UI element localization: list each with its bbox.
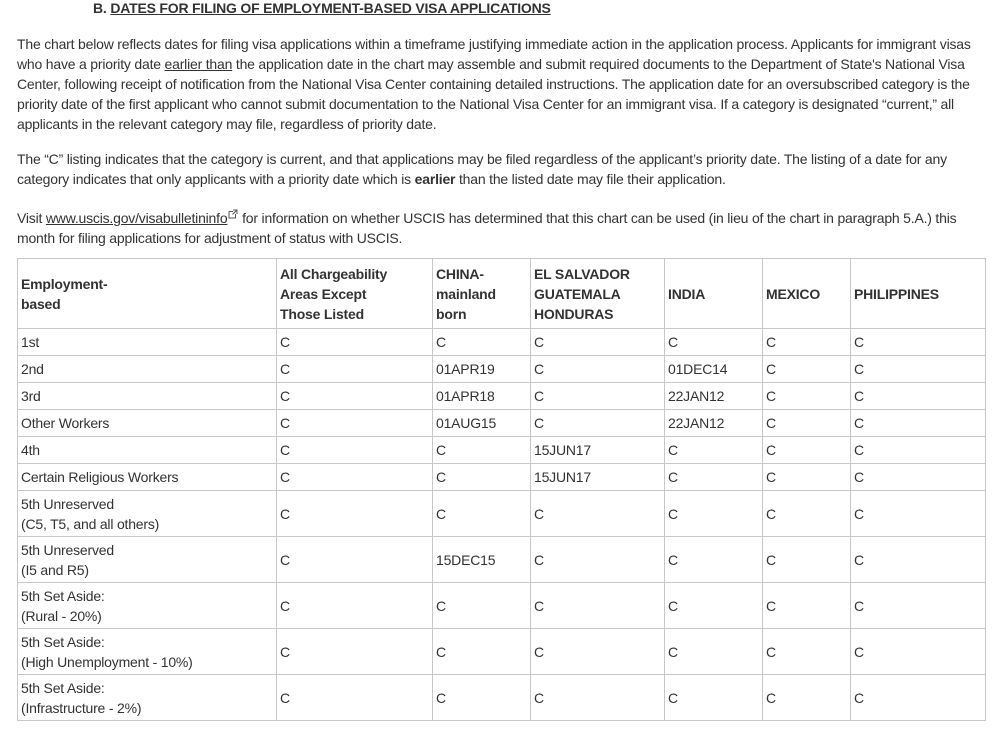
table-cell: C bbox=[277, 464, 433, 491]
row-label bbox=[18, 437, 277, 464]
uscis-paragraph bbox=[17, 204, 979, 248]
row-label bbox=[18, 629, 277, 675]
column-header-line: HONDURAS bbox=[534, 305, 614, 322]
row-label-line: 2nd bbox=[21, 361, 44, 377]
table-cell: 01AUG15 bbox=[433, 410, 531, 437]
column-header bbox=[531, 259, 665, 329]
table-cell: C bbox=[665, 583, 763, 629]
table-row bbox=[18, 329, 986, 356]
table-cell: C bbox=[763, 410, 851, 437]
row-label-line: 5th Unreserved bbox=[21, 541, 114, 558]
column-header-line: mainland bbox=[436, 285, 496, 302]
column-header-line: Areas Except bbox=[280, 285, 367, 302]
table-cell: C bbox=[531, 583, 665, 629]
table-cell: C bbox=[277, 491, 433, 537]
table-cell: C bbox=[763, 464, 851, 491]
table-cell: C bbox=[763, 329, 851, 356]
table-cell: C bbox=[763, 383, 851, 410]
table-row bbox=[18, 675, 986, 721]
column-header-line: CHINA- bbox=[436, 265, 484, 282]
table-cell: C bbox=[433, 329, 531, 356]
table-cell: C bbox=[531, 410, 665, 437]
section-heading bbox=[93, 0, 551, 16]
table-cell: C bbox=[665, 675, 763, 721]
row-label-line: (High Unemployment - 10%) bbox=[21, 653, 193, 670]
table-cell: C bbox=[433, 491, 531, 537]
table-cell: C bbox=[277, 675, 433, 721]
row-label-line: (Rural - 20%) bbox=[21, 607, 102, 624]
intro-paragraph bbox=[17, 34, 979, 134]
table-cell: C bbox=[433, 464, 531, 491]
table-cell: C bbox=[665, 629, 763, 675]
table-cell: C bbox=[433, 629, 531, 675]
column-header bbox=[665, 259, 763, 329]
row-label-line: 1st bbox=[21, 334, 40, 350]
row-label-line: 5th Set Aside: bbox=[21, 679, 105, 696]
table-cell: 22JAN12 bbox=[665, 410, 763, 437]
column-header-line: based bbox=[21, 295, 61, 312]
table-cell: C bbox=[433, 583, 531, 629]
table-cell: C bbox=[531, 537, 665, 583]
column-header-line: born bbox=[436, 305, 467, 322]
table-header bbox=[18, 259, 986, 329]
row-label bbox=[18, 464, 277, 491]
column-header-line: MEXICO bbox=[766, 285, 821, 302]
table-cell: C bbox=[665, 491, 763, 537]
table-cell: C bbox=[851, 410, 986, 437]
table-cell: C bbox=[763, 537, 851, 583]
current-text-end: than the listed date may file their application. bbox=[455, 171, 726, 187]
table-cell: C bbox=[763, 629, 851, 675]
table-cell: C bbox=[531, 329, 665, 356]
row-label bbox=[18, 537, 277, 583]
table-cell: C bbox=[851, 356, 986, 383]
table-cell: C bbox=[531, 629, 665, 675]
table-row bbox=[18, 410, 986, 437]
row-label bbox=[18, 583, 277, 629]
column-header-line: Employment- bbox=[21, 275, 108, 292]
table-cell: C bbox=[277, 437, 433, 464]
table-cell: 01APR19 bbox=[433, 356, 531, 383]
table-body bbox=[18, 329, 986, 721]
row-label bbox=[18, 491, 277, 537]
row-label-line: 3rd bbox=[21, 388, 41, 404]
table-cell: C bbox=[851, 629, 986, 675]
table-row bbox=[18, 491, 986, 537]
column-header bbox=[763, 259, 851, 329]
uscis-link[interactable]: www.uscis.gov/visabulletininfo bbox=[45, 210, 228, 226]
table-cell: C bbox=[851, 583, 986, 629]
table-row bbox=[18, 383, 986, 410]
external-link-icon bbox=[228, 204, 238, 214]
table-cell: C bbox=[277, 356, 433, 383]
table-cell: C bbox=[763, 583, 851, 629]
column-header-line: INDIA bbox=[668, 285, 706, 302]
column-header-line: PHILIPPINES bbox=[854, 285, 939, 302]
row-label-line: Other Workers bbox=[21, 415, 110, 431]
table-cell: C bbox=[665, 537, 763, 583]
table-cell: 01DEC14 bbox=[665, 356, 763, 383]
table-cell: C bbox=[763, 437, 851, 464]
column-header bbox=[433, 259, 531, 329]
current-listing-paragraph bbox=[17, 149, 979, 189]
column-header-line: All Chargeability bbox=[280, 265, 388, 282]
table-cell: C bbox=[851, 675, 986, 721]
visa-dates-table bbox=[17, 258, 986, 721]
table-cell: C bbox=[851, 329, 986, 356]
table-row bbox=[18, 356, 986, 383]
table-cell: C bbox=[277, 410, 433, 437]
row-label bbox=[18, 675, 277, 721]
table-cell: C bbox=[665, 329, 763, 356]
table-cell: 15DEC15 bbox=[433, 537, 531, 583]
table-row bbox=[18, 537, 986, 583]
row-label-line: (C5, T5, and all others) bbox=[21, 515, 160, 532]
row-label bbox=[18, 383, 277, 410]
table-cell: 15JUN17 bbox=[531, 437, 665, 464]
table-cell: C bbox=[851, 464, 986, 491]
row-label-line: 5th Set Aside: bbox=[21, 633, 105, 650]
row-label-line: (Infrastructure - 2%) bbox=[21, 699, 142, 716]
table-row bbox=[18, 464, 986, 491]
column-header-line: GUATEMALA bbox=[534, 285, 621, 302]
table-cell: C bbox=[531, 675, 665, 721]
row-label-line: 4th bbox=[21, 442, 40, 458]
section-title: DATES FOR FILING OF EMPLOYMENT-BASED VISA APPLICATIONS bbox=[110, 0, 551, 16]
table-cell: C bbox=[763, 675, 851, 721]
column-header-line: Those Listed bbox=[280, 305, 364, 322]
table-cell: C bbox=[277, 383, 433, 410]
current-text-start: The “C” listing indicates that the category is current, and that applications may be filed regardless of the applicant’s priority date. The listing of a date for any category indicates that only applicants with a priority date which is bbox=[17, 151, 947, 187]
intro-emphasis: earlier than bbox=[164, 56, 233, 72]
uscis-text-start: Visit bbox=[17, 210, 46, 226]
table-cell: C bbox=[665, 437, 763, 464]
table-cell: C bbox=[531, 491, 665, 537]
table-cell: C bbox=[763, 491, 851, 537]
table-row bbox=[18, 437, 986, 464]
uscis-text-end: for information on whether USCIS has determined that this chart can be used (in lieu of the chart in paragraph 5.A.) this month for filing applications for adjustment of status with USCIS. bbox=[17, 210, 957, 246]
current-emphasis: earlier bbox=[414, 171, 456, 187]
table-cell: 22JAN12 bbox=[665, 383, 763, 410]
column-header bbox=[18, 259, 277, 329]
header-row bbox=[18, 259, 986, 329]
row-label-line: (I5 and R5) bbox=[21, 561, 89, 578]
table-cell: C bbox=[851, 537, 986, 583]
table-row bbox=[18, 629, 986, 675]
column-header-line: EL SALVADOR bbox=[534, 265, 630, 282]
table-cell: C bbox=[531, 383, 665, 410]
section-letter: B. bbox=[93, 0, 107, 16]
table-cell: 15JUN17 bbox=[531, 464, 665, 491]
table-cell: C bbox=[665, 464, 763, 491]
table-cell: C bbox=[277, 583, 433, 629]
table-cell: C bbox=[433, 437, 531, 464]
table-cell: C bbox=[531, 356, 665, 383]
table-cell: C bbox=[763, 356, 851, 383]
table-row bbox=[18, 583, 986, 629]
table-cell: C bbox=[851, 383, 986, 410]
row-label bbox=[18, 410, 277, 437]
row-label bbox=[18, 329, 277, 356]
table-cell: C bbox=[277, 537, 433, 583]
table-cell: C bbox=[851, 437, 986, 464]
row-label bbox=[18, 356, 277, 383]
table-cell: 01APR18 bbox=[433, 383, 531, 410]
intro-text-end: the application date in the chart may assemble and submit required documents to the Department of State's National Visa Center, following receipt of notification from the National Visa Center containing detailed instructions. The application date for an oversubscribed category is the priority date of the first applicant who cannot submit documentation to the National Visa Center for an immigrant visa. If a category is designated “current,” all applicants in the relevant category may file, regardless of priority date. bbox=[17, 56, 970, 132]
row-label-line: 5th Unreserved bbox=[21, 495, 114, 512]
column-header bbox=[851, 259, 986, 329]
table-cell: C bbox=[851, 491, 986, 537]
intro-text-start: The chart below reflects dates for filing visa applications within a timeframe justifying immediate action in the application process. Applicants for immigrant visas who have a priority date bbox=[17, 36, 971, 72]
row-label-line: Certain Religious Workers bbox=[21, 469, 179, 485]
row-label-line: 5th Set Aside: bbox=[21, 587, 105, 604]
table-cell: C bbox=[277, 629, 433, 675]
column-header bbox=[277, 259, 433, 329]
table-cell: C bbox=[433, 675, 531, 721]
table-cell: C bbox=[277, 329, 433, 356]
